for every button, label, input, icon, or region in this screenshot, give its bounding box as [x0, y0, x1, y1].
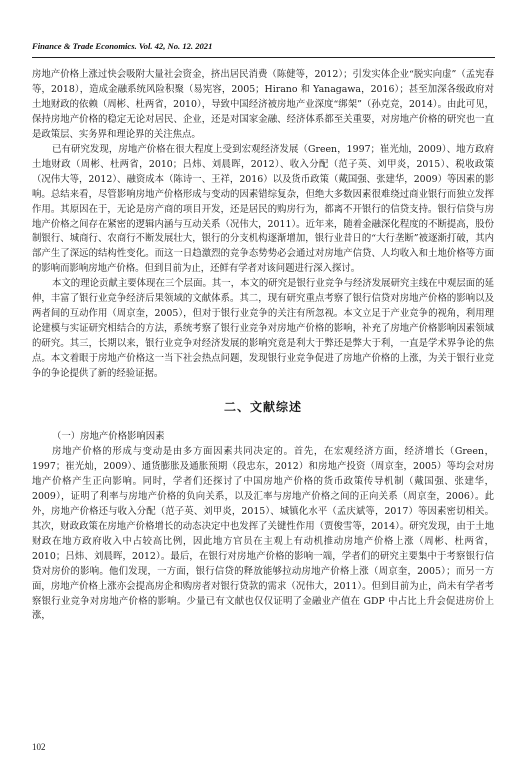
article-body — [32, 68, 494, 624]
subsection-title: （一）房地产价格影响因素 — [52, 431, 165, 443]
section-title: 二、文献综述 — [223, 400, 302, 415]
header-rule — [32, 57, 495, 58]
page-number: 102 — [32, 742, 46, 752]
paragraph-intro-continued: 房地产价格上涨过快会吸附大量社会资金，挤出居民消费（陈健等，2012）；引发实体企业“脱实向虚”（孟宪春等，2018），造成金融系统风险积聚（易宪容，2005；Hirano 和 Yanagawa，2016）；甚至加深各级政府对土地财政的依赖（周彬、杜两省，2010），导致中国经济被房地产业深度“绑架”（孙克竞，2014）。由此可见，保持房地产价格的稳定无论对居民、企业，还是对国家金融、经济体系都至关重要，对房地产价格的研究也一直是政策层、实务界和理论界的关注焦点。 — [32, 69, 494, 140]
paragraph-existing-research: 已有研究发现，房地产价格在很大程度上受到宏观经济发展（Green，1997；崔光灿，2009）、地方政府土地财政（周彬、杜两省，2010；吕炜、刘晨晖，2012）、收入分配（范子英、刘甲炎，2015）、税收政策（况伟大等，2012）、融资成本（陈诗一、王祥，2016）以及货币政策（戴国强、张建华，2009）等因素的影响。总结来看，尽管影响房地产价格形成与变动的因素错综复杂，但绝大多数因素很难绕过商业银行而独立发挥作用。其原因在于，无论是房产商的项目开发，还是居民的购房行为，都离不开银行的信贷支持。银行信贷与房地产价格之间存在紧密的逻辑内涵与互动关系（况伟大，2011）。近年来，随着金融深化程度的不断提高，股份制银行、城商行、农商行不断发展壮大，银行的分支机构逐渐增加，银行业昔日的“大行垄断”被逐渐打破，其内部产生了深远的结构性变化。而这一日趋激烈的竞争态势势必会通过对房地产信贷、人均收入和土地价格等方面的影响而影响房地产价格。但到目前为止，还鲜有学者对该问题进行深入探讨。 — [32, 143, 494, 275]
paragraph-literature: 房地产价格的形成与变动是由多方面因素共同决定的。首先，在宏观经济方面，经济增长（Green，1997；崔光灿，2009）、通货膨胀及通胀预期（段忠东，2012）和房地产投资（周京奎，2005）等均会对房地产价格产生正向影响。同时，学者们还探讨了中国房地产价格的货币政策传导机制（戴国强、张建华，2009），证明了利率与房地产价格的负向关系，以及汇率与房地产价格之间的正向关系（周京奎，2006）。此外，房地产价格还与收入分配（范子英、刘甲炎，2015）、城镇化水平（孟庆斌等，2017）等因素密切相关。其次，财政政策在房地产价格增长的动态决定中也发挥了关键性作用（贾俊雪等，2014）。研究发现，由于土地财政在地方政府收入中占较高比例，因此地方官员在主观上有动机推动房地产价格上涨（周彬、杜两省，2010；吕炜、刘晨晖，2012）。最后，在银行对房地产价格的影响一端，学者们的研究主要集中于考察银行信贷对房价的影响。他们发现，一方面，银行信贷的释放能够拉动房地产价格上涨（周京奎，2005）；而另一方面，房地产价格上涨亦会提高房企和购房者对银行贷款的需求（况伟大，2011）。但到目前为止，尚未有学者考察银行业竞争对房地产价格的影响。少量已有文献也仅仅证明了金融业产值在 GDP 中占比上升会促进房价上涨， — [32, 445, 494, 622]
paragraph-contributions: 本文的理论贡献主要体现在三个层面。其一，本文的研究是银行业竞争与经济发展研究主线在中观层面的延伸，丰富了银行业竞争经济后果领域的文献体系。其二，现有研究重点考察了银行信贷对房地产价格的影响以及两者间的互动作用（周京奎，2005），但对于银行业竞争的关注有所忽视。本文立足于产业竞争的视角，利用理论建模与实证研究相结合的方法，系统考察了银行业竞争对房地产价格的影响，补充了房地产价格影响因素领域的研究。其三，长期以来，银行业竞争对经济发展的影响究竟是利大于弊还是弊大于利，一直是学术界争论的焦点。本文着眼于房地产价格这一当下社会热点问题，发现银行业竞争促进了房地产价格的上涨，为关于银行业竞争的争论提供了新的经验证据。 — [32, 278, 494, 380]
running-head: Finance & Trade Economics. Vol. 42, No. 12. 2021 — [32, 41, 213, 51]
